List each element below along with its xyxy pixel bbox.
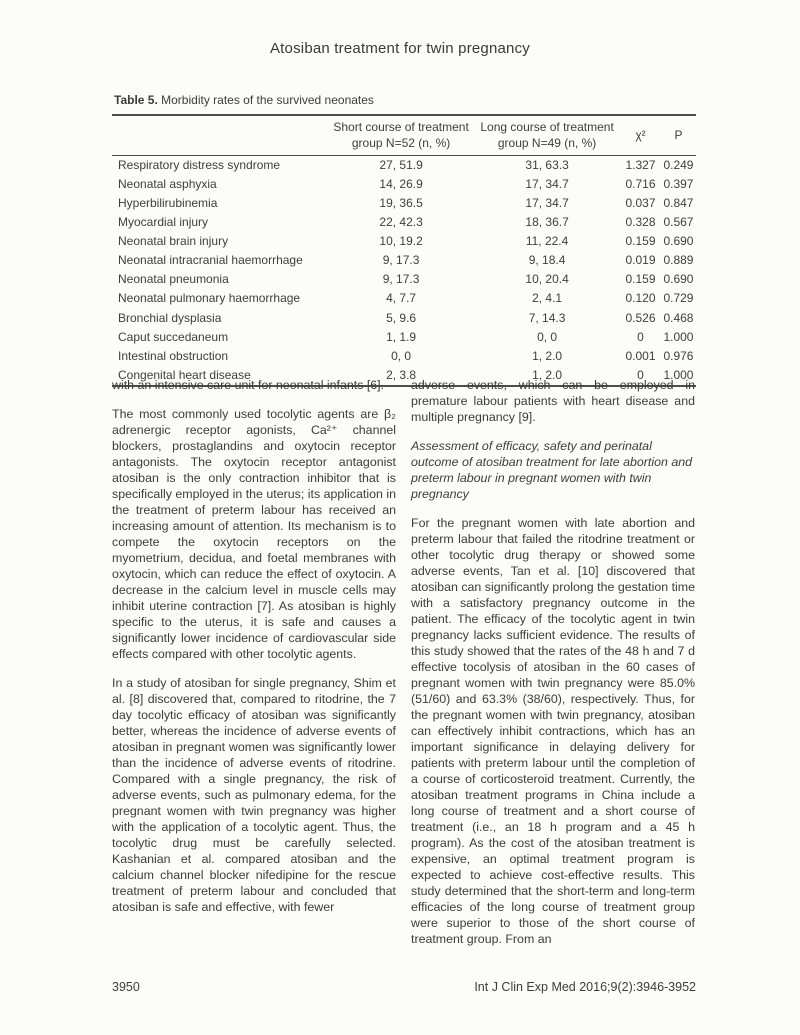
left-column (112, 377, 396, 960)
cell-p: 0.847 (663, 195, 694, 210)
table-row (112, 194, 696, 213)
header-p-value: P (674, 127, 683, 142)
paragraph: The most commonly used tocolytic agents are β₂ adrenergic receptor agonists, Ca²⁺ channel blockers, prostaglandins and oxytocin receptor antagonists. The oxytocin receptor antagonist atosiban is the only contraction inhibitor that is specifically employed in the uterus; its application in the treatment of preterm labour has received an increasing amount of attention. Its mechanism is to compete the oxytocin receptors on the myometrium, decidua, and foetal membranes with oxytocin, which can reduce the effect of oxytocin. A decrease in the calcium level in muscle cells may inhibit uterine contraction [7]. As atosiban is highly specific to the uterus, it is safe and causes a significantly lower incidence of cardiovascular side effects compared with other tocolytic agents. (112, 407, 396, 661)
cell-short: 19, 36.5 (379, 195, 423, 210)
cell-chi2: 0.328 (625, 215, 656, 230)
table-caption-label: Table 5. (114, 93, 158, 107)
paragraph: In a study of atosiban for single pregnancy, Shim et al. [8] discovered that, compared to ritodrine, the 7 day tocolytic efficacy of atosiban was significantly better, whereas the incidence of adverse events of atosiban in pregnant women was significantly lower than the incidence of adverse events of ritodrine. Compared with a single pregnancy, the risk of adverse events, such as pulmonary edema, for the pregnant women with twin pregnancy was higher with the application of a tocolytic agent. Thus, the tocolytic drug must be carefully selected. Kashanian et al. compared atosiban and the calcium channel blocker nifedipine for the rescue treatment of preterm labour and concluded that atosiban is safe and effective, with fewer (112, 676, 396, 914)
cell-short: 22, 42.3 (379, 215, 423, 230)
cell-long: 2, 4.1 (532, 291, 563, 306)
row-label: Hyperbilirubinemia (118, 195, 218, 210)
cell-chi2: 0 (637, 367, 644, 382)
row-label: Intestinal obstruction (118, 348, 229, 363)
table-row (112, 347, 696, 366)
running-head: Atosiban treatment for twin pregnancy (269, 40, 531, 57)
cell-short: 5, 9.6 (386, 310, 417, 325)
cell-p: 1.000 (663, 367, 694, 382)
cell-p: 0.690 (663, 234, 694, 249)
page-footer (112, 980, 696, 994)
cell-p: 0.567 (663, 215, 694, 230)
cell-short: 9, 17.3 (382, 272, 420, 287)
cell-p: 0.690 (663, 272, 694, 287)
header-long-course: Long course of treatment group N=49 (n, %) (480, 120, 614, 150)
row-label: Caput succedaneum (118, 329, 229, 344)
cell-long: 9, 18.4 (528, 253, 566, 268)
cell-long: 10, 20.4 (525, 272, 569, 287)
cell-short: 9, 17.3 (382, 253, 420, 268)
cell-short: 14, 26.9 (379, 176, 423, 191)
table-row (112, 233, 696, 252)
table-row (112, 175, 696, 194)
cell-chi2: 0 (637, 329, 644, 344)
cell-long: 1, 2.0 (532, 367, 563, 382)
cell-p: 0.397 (663, 176, 694, 191)
table-header (112, 115, 696, 156)
table-caption (114, 93, 696, 107)
cell-short: 4, 7.7 (386, 291, 417, 306)
cell-short: 2, 3.8 (386, 367, 417, 382)
cell-p: 0.468 (663, 310, 694, 325)
table-5-section (112, 93, 696, 387)
cell-long: 7, 14.3 (528, 310, 566, 325)
cell-long: 0, 0 (537, 329, 558, 344)
cell-short: 27, 51.9 (379, 157, 423, 172)
cell-long: 17, 34.7 (525, 176, 569, 191)
row-label: Bronchial dysplasia (118, 310, 222, 325)
section-heading: Assessment of efficacy, safety and perinatal outcome of atosiban treatment for late abortion and preterm labour in pregnant women with twin pregnancy (411, 439, 693, 501)
table-row (112, 213, 696, 232)
article-body (112, 377, 696, 960)
table-header-row (112, 115, 696, 156)
cell-long: 1, 2.0 (532, 348, 563, 363)
cell-p: 0.729 (663, 291, 694, 306)
cell-p: 0.976 (663, 348, 694, 363)
cell-chi2: 0.019 (625, 253, 656, 268)
row-label: Neonatal pulmonary haemorrhage (118, 291, 301, 306)
table-row (112, 328, 696, 347)
cell-long: 11, 22.4 (525, 234, 569, 249)
paragraph: adverse events, which can be employed in premature labour patients with heart disease and multiple pregnancy [9]. (411, 378, 695, 424)
page-number: 3950 (112, 980, 140, 994)
cell-chi2: 0.716 (625, 176, 656, 191)
cell-short: 10, 19.2 (379, 234, 423, 249)
row-label: Myocardial injury (118, 215, 209, 230)
table-caption-text: Morbidity rates of the survived neonates (161, 93, 374, 107)
cell-chi2: 0.159 (625, 234, 656, 249)
cell-chi2: 0.120 (625, 291, 656, 306)
header-chi-square: χ² (635, 127, 646, 142)
table-row (112, 271, 696, 290)
header-short-course: Short course of treatment group N=52 (n, %) (333, 120, 469, 150)
cell-p: 0.889 (663, 253, 694, 268)
table-row (112, 252, 696, 271)
row-label: Neonatal intracranial haemorrhage (118, 253, 303, 268)
row-label: Neonatal asphyxia (118, 176, 217, 191)
cell-p: 1.000 (663, 329, 694, 344)
morbidity-table (112, 114, 696, 387)
right-column (411, 377, 695, 960)
cell-short: 0, 0 (391, 348, 412, 363)
cell-long: 31, 63.3 (525, 157, 569, 172)
cell-chi2: 0.159 (625, 272, 656, 287)
cell-chi2: 0.526 (625, 310, 656, 325)
cell-long: 17, 34.7 (525, 195, 569, 210)
cell-short: 1, 1.9 (386, 329, 417, 344)
cell-p: 0.249 (663, 157, 694, 172)
journal-citation: Int J Clin Exp Med 2016;9(2):3946-3952 (474, 980, 696, 994)
row-label: Neonatal brain injury (118, 234, 229, 249)
table-body (112, 156, 696, 387)
paragraph: For the pregnant women with late abortion and preterm labour that failed the ritodrine treatment or other tocolytic drug therapy or showed some adverse events, Tan et al. [10] discovered that atosiban can significantly prolong the gestation time with a satisfactory pregnancy outcome in the patient. The efficacy of the tocolytic agent in twin pregnancy lacks sufficient evidence. The results of this study showed that the rates of the 48 h and 7 d effective tocolysis of atosiban in the 60 cases of pregnant women with twin pregnancy were 85.0% (51/60) and 63.3% (38/60), respectively. Thus, for the pregnant women with twin pregnancy, atosiban can effectively inhibit contractions, which has an important significance in delaying delivery for patients with preterm labour until the completion of a course of corticosteroid treatment. Currently, the atosiban treatment programs in China include a long course of treatment and a short course of treatment (i.e., an 18 h program and a 45 h program). As the cost of the atosiban treatment is expensive, an optimal treatment program is expected to achieve cost-effective results. This study determined that the short-term and long-term efficacies of the long course of treatment group were superior to those of the short course of treatment group. From an (411, 516, 695, 946)
cell-chi2: 0.001 (625, 348, 656, 363)
paragraph: with an intensive care unit for neonatal infants [6]. (112, 378, 385, 392)
row-label: Congenital heart disease (118, 367, 251, 382)
cell-chi2: 0.037 (625, 195, 656, 210)
table-row (112, 156, 696, 176)
table-row (112, 290, 696, 309)
cell-chi2: 1.327 (625, 157, 656, 172)
row-label: Respiratory distress syndrome (118, 157, 281, 172)
header-condition (112, 115, 328, 156)
row-label: Neonatal pneumonia (118, 272, 229, 287)
table-row (112, 309, 696, 328)
cell-long: 18, 36.7 (525, 215, 569, 230)
